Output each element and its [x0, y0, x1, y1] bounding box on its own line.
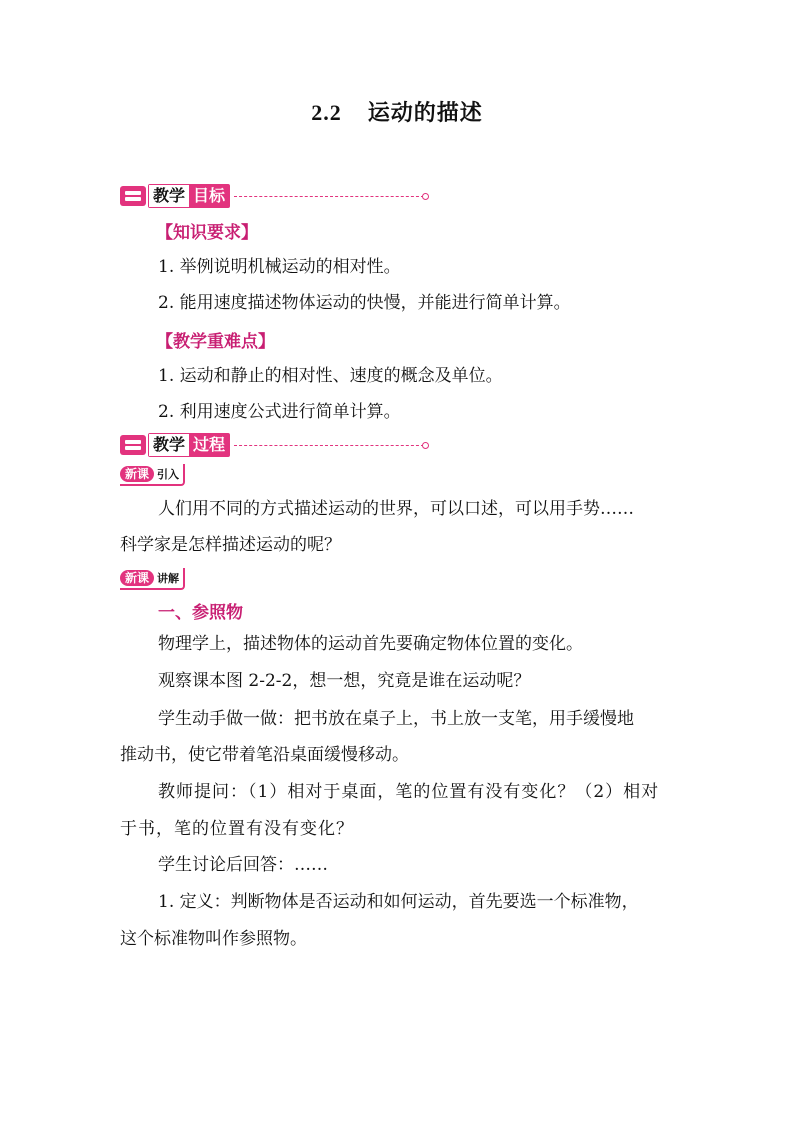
banner-label-1: 教学 — [149, 434, 189, 456]
section-number: 2.2 — [311, 100, 342, 125]
dashed-divider — [234, 196, 424, 197]
banner-label-2: 过程 — [189, 434, 229, 456]
key-point-item: 1. 运动和静止的相对性、速度的概念及单位。 — [158, 366, 503, 386]
knowledge-item: 1. 举例说明机械运动的相对性。 — [158, 257, 401, 277]
dashed-divider — [234, 445, 424, 446]
book-stack-icon — [120, 435, 146, 455]
banner-label-2: 目标 — [189, 185, 229, 207]
paragraph-line: 学生动手做一做：把书放在桌子上，书上放一支笔，用手缓慢地 — [158, 709, 634, 729]
knowledge-heading: 【知识要求】 — [156, 223, 258, 243]
key-point-item: 2. 利用速度公式进行简单计算。 — [158, 402, 401, 422]
paragraph-line: 人们用不同的方式描述运动的世界，可以口述，可以用手势…… — [158, 499, 634, 519]
section-title: 运动的描述 — [367, 100, 483, 126]
banner-teaching-process — [120, 433, 424, 457]
topic-heading: 一、参照物 — [158, 603, 243, 623]
paragraph-line: 这个标准物叫作参照物。 — [120, 929, 307, 949]
paragraph-line: 于书，笔的位置有没有变化？ — [120, 819, 354, 839]
tag-new-lesson-intro — [120, 464, 185, 486]
tag-sub: 引入 — [157, 468, 180, 481]
banner-teaching-goals — [120, 184, 424, 208]
paragraph-line: 科学家是怎样描述运动的呢？ — [120, 535, 341, 555]
paragraph-line: 推动书，使它带着笔沿桌面缓慢移动。 — [120, 745, 409, 765]
tag-main: 新课 — [120, 466, 154, 482]
knowledge-item: 2. 能用速度描述物体运动的快慢，并能进行简单计算。 — [158, 293, 571, 313]
book-stack-icon — [120, 186, 146, 206]
banner-label-1: 教学 — [149, 185, 189, 207]
key-points-heading: 【教学重难点】 — [156, 332, 275, 352]
paragraph-line: 物理学上，描述物体的运动首先要确定物体位置的变化。 — [158, 634, 583, 654]
tag-main: 新课 — [120, 570, 154, 586]
paragraph-line: 教师提问：（1）相对于桌面，笔的位置有没有变化？（2）相对 — [158, 782, 660, 802]
tag-sub: 讲解 — [157, 572, 180, 585]
paragraph-line: 学生讨论后回答：…… — [158, 855, 328, 875]
paragraph-line: 观察课本图 2-2-2，想一想，究竟是谁在运动呢？ — [158, 671, 531, 691]
tag-new-lesson-lecture — [120, 568, 185, 590]
paragraph-line: 1. 定义：判断物体是否运动和如何运动，首先要选一个标准物， — [158, 892, 639, 912]
page-title — [0, 96, 794, 127]
